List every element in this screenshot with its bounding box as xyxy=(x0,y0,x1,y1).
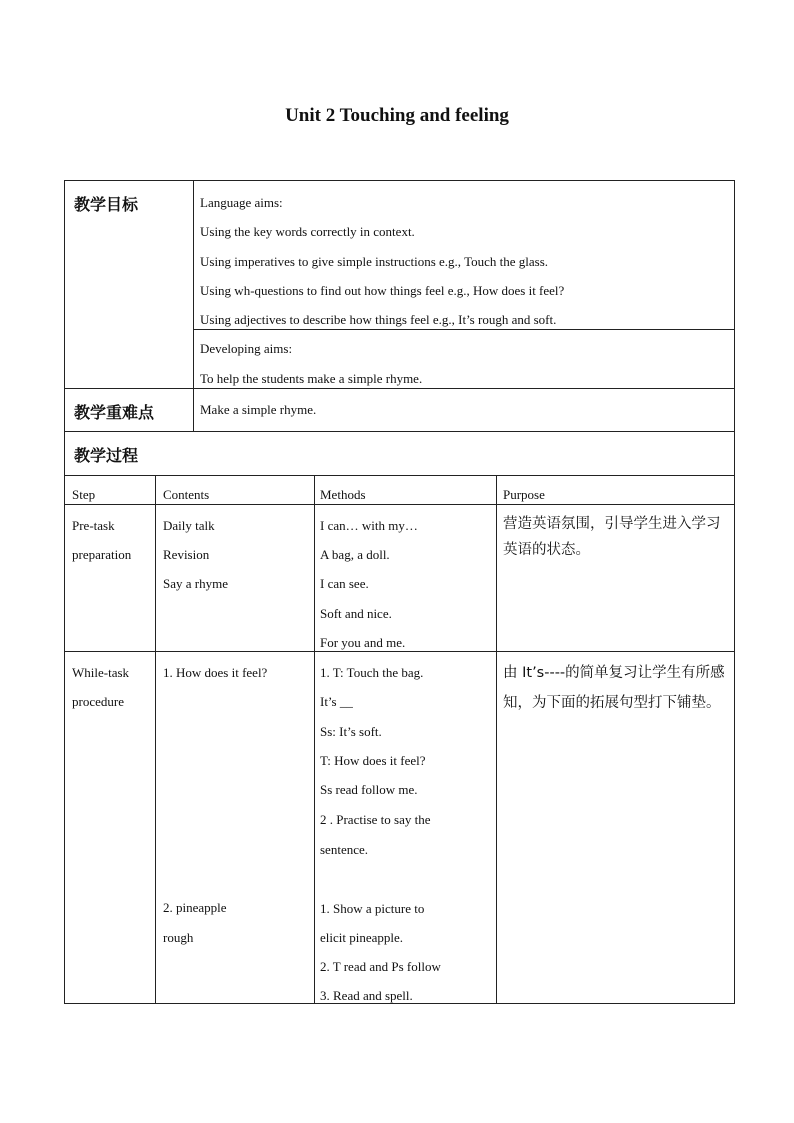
pre-task-step-cell xyxy=(65,505,156,652)
while-task-purpose: 由 It’s----的简单复习让学生有所感知，为下面的拓展句型打下铺垫。 xyxy=(503,665,725,711)
header-purpose-cell xyxy=(497,476,735,505)
while-task-method-line: T: How does it feel? xyxy=(320,753,426,768)
while-task-method-line: 3. Read and spell. xyxy=(320,988,413,1003)
aims-label: 教学目标 xyxy=(74,195,139,214)
while-task-method-line: 1. Show a picture to xyxy=(320,901,425,916)
pre-task-content-line: Say a rhyme xyxy=(163,576,228,591)
pre-task-content-line: Daily talk xyxy=(163,518,215,533)
process-label-cell xyxy=(65,432,735,476)
while-task-step-cell xyxy=(65,652,156,1004)
aims-label-cell xyxy=(65,181,194,389)
key-points-label: 教学重难点 xyxy=(74,403,155,422)
while-task-content-line: rough xyxy=(163,930,194,945)
while-task-method-line: Ss read follow me. xyxy=(320,782,418,797)
while-task-step-line: While-task xyxy=(72,665,130,680)
while-task-purpose-cell xyxy=(497,652,735,1004)
key-points-label-cell xyxy=(65,389,194,432)
header-purpose: Purpose xyxy=(503,487,545,502)
page-title: Unit 2 Touching and feeling xyxy=(285,105,509,126)
pre-task-method-line: I can see. xyxy=(320,576,369,591)
pre-task-purpose: 营造英语氛围，引导学生进入学习英语的状态。 xyxy=(503,516,721,558)
developing-aims-line: To help the students make a simple rhyme. xyxy=(200,371,423,386)
header-step: Step xyxy=(72,487,96,502)
while-task-method-line: 2. T read and Ps follow xyxy=(320,959,441,974)
while-task-content-line: 1. How does it feel? xyxy=(163,665,268,680)
pre-task-content-line: Revision xyxy=(163,547,210,562)
pre-task-methods-cell xyxy=(315,505,497,652)
header-step-cell xyxy=(65,476,156,505)
pre-task-method-line: For you and me. xyxy=(320,635,406,650)
pre-task-purpose-cell xyxy=(497,505,735,652)
header-contents-cell xyxy=(156,476,315,505)
language-aims-line: Language aims: xyxy=(200,195,283,210)
while-task-method-line: Ss: It’s soft. xyxy=(320,724,382,739)
language-aims-line: Using wh-questions to find out how things feel e.g., How does it feel? xyxy=(200,283,565,298)
language-aims-cell xyxy=(194,181,735,330)
while-task-methods-cell xyxy=(315,652,497,1004)
pre-task-method-line: I can… with my… xyxy=(320,518,418,533)
developing-aims-cell xyxy=(194,330,735,389)
process-label: 教学过程 xyxy=(74,446,139,465)
lesson-plan-table xyxy=(64,180,735,1004)
while-task-method-line: 2 . Practise to say the xyxy=(320,812,431,827)
pre-task-method-line: Soft and nice. xyxy=(320,606,392,621)
while-task-method-line: elicit pineapple. xyxy=(320,930,404,945)
while-task-step-line: procedure xyxy=(72,694,124,709)
language-aims-line: Using adjectives to describe how things feel e.g., It’s rough and soft. xyxy=(200,312,557,327)
while-task-contents-cell xyxy=(156,652,315,1004)
pre-task-contents-cell xyxy=(156,505,315,652)
header-contents: Contents xyxy=(163,487,210,502)
pre-task-step-line: Pre-task xyxy=(72,518,115,533)
language-aims-line: Using the key words correctly in context. xyxy=(200,224,415,239)
header-methods: Methods xyxy=(320,487,366,502)
language-aims-line: Using imperatives to give simple instructions e.g., Touch the glass. xyxy=(200,254,548,269)
key-points-cell xyxy=(194,389,735,432)
pre-task-method-line: A bag, a doll. xyxy=(320,547,390,562)
key-points-text: Make a simple rhyme. xyxy=(200,402,317,417)
while-task-content-line: 2. pineapple xyxy=(163,900,227,915)
while-task-method-line: It’s __ xyxy=(320,694,353,709)
developing-aims-line: Developing aims: xyxy=(200,341,293,356)
while-task-method-line: 1. T: Touch the bag. xyxy=(320,665,424,680)
header-methods-cell xyxy=(315,476,497,505)
pre-task-step-line: preparation xyxy=(72,547,132,562)
while-task-method-line: sentence. xyxy=(320,842,369,857)
